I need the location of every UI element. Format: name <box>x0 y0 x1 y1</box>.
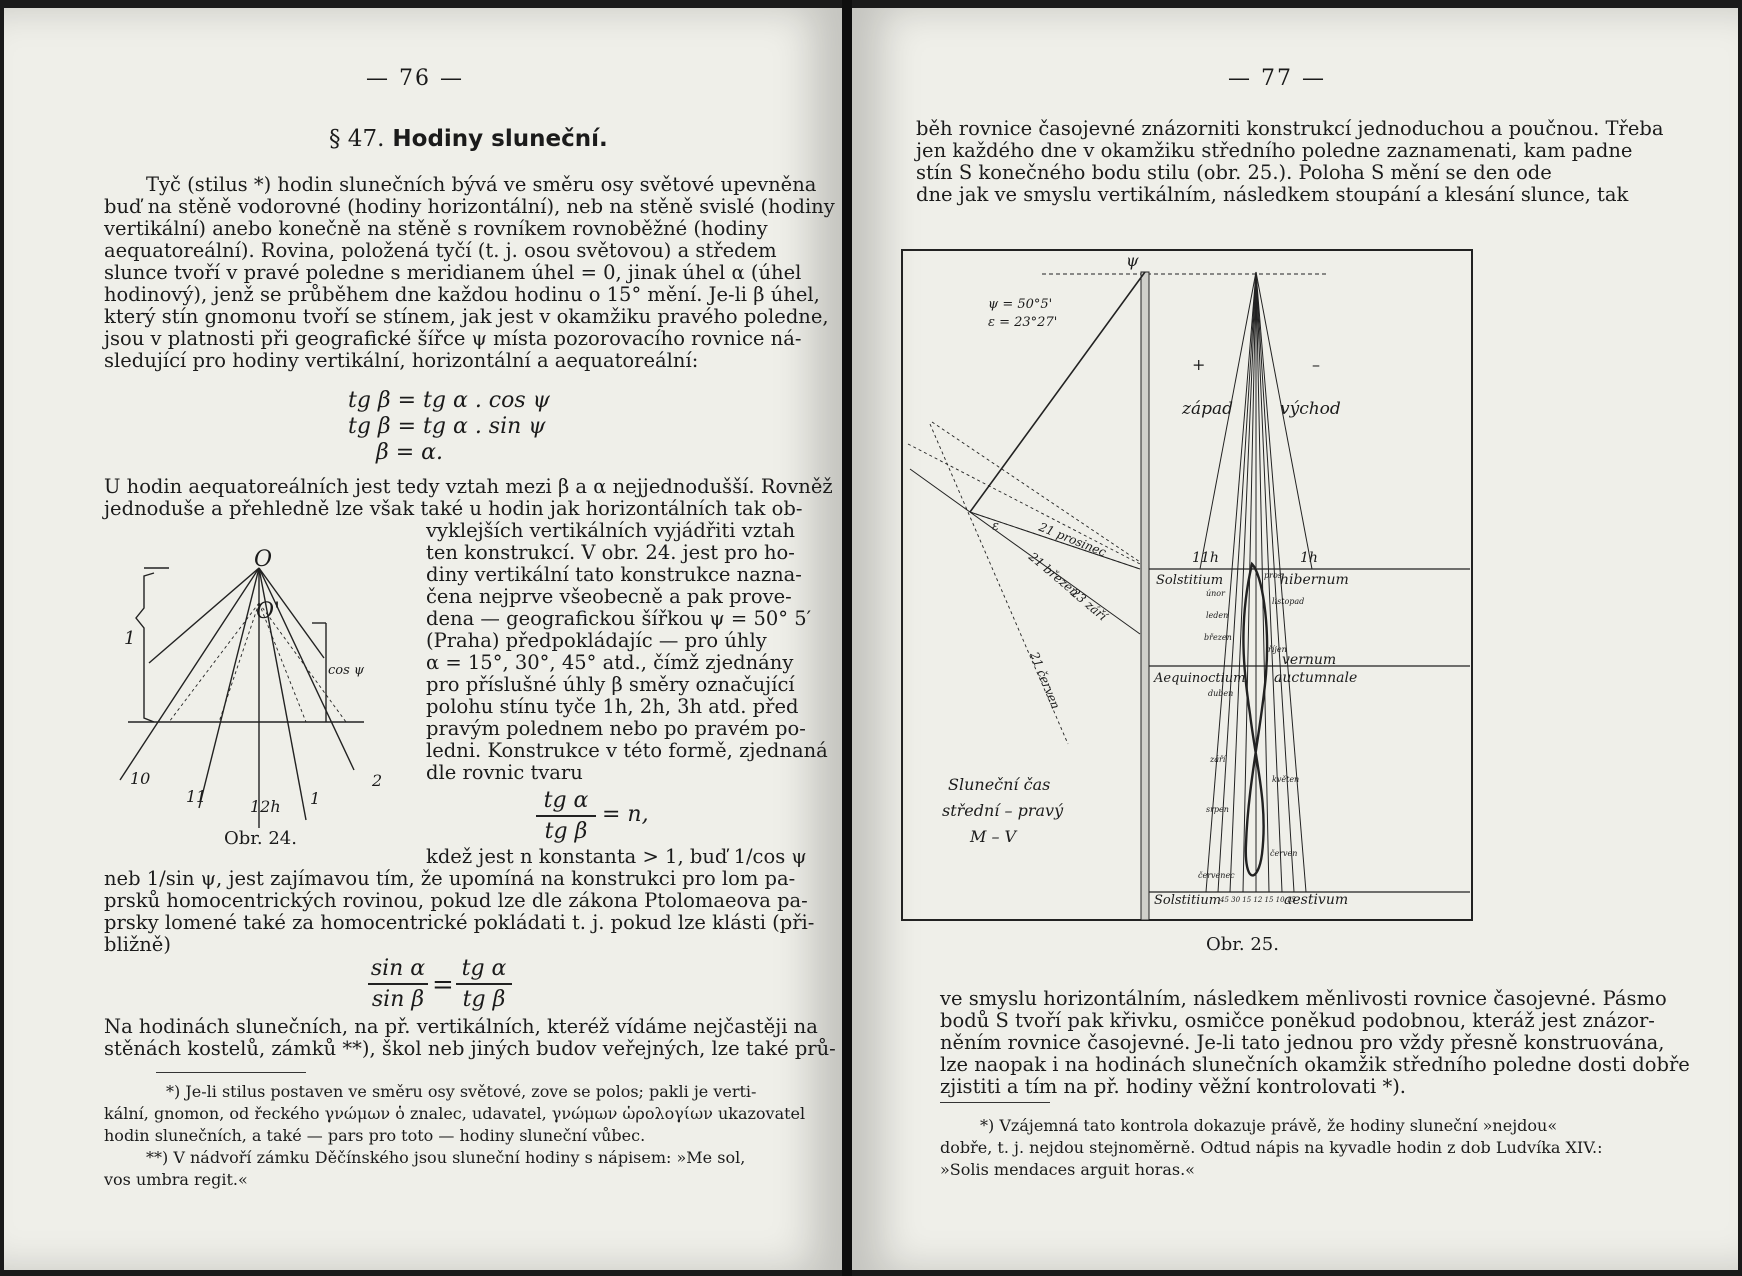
footnote-line: dobře, t. j. nejdou stejnoměrně. Odtud nápis na kyvadle hodin z dob Ludvíka XIV.: <box>940 1138 1603 1157</box>
text-line: dne jak ve smyslu vertikálním, následkem stoupání a klesání slunce, tak <box>916 183 1629 206</box>
sin-numerator: sin α <box>370 956 426 981</box>
fig25-brezen: 21 březen <box>1026 549 1082 600</box>
fig24-label-one: 1 <box>124 628 136 649</box>
fig25-solstitium-winter: Solstitium <box>1156 573 1224 588</box>
text-line: prsky lomené také za homocentrické pokládati t. j. pokud lze klásti (při- <box>104 911 815 934</box>
fig25-stredni-pravy: střední – pravý <box>942 801 1064 820</box>
text-line: něním rovnice časojevné. Je-li tato jednou pro vždy přesně konstruována, <box>940 1031 1665 1054</box>
fig24-label-11: 11 <box>186 787 207 806</box>
text-line: vyklejších vertikálních vyjádřiti vztah <box>426 519 796 542</box>
fig25-cerven: 21 červen <box>1027 649 1063 712</box>
fig25-vychod: východ <box>1280 399 1341 419</box>
text-line: ten konstrukcí. V obr. 24. jest pro ho- <box>426 541 795 564</box>
fig25-aequinoctium: Aequinoctium <box>1154 671 1246 686</box>
text-line: lze naopak i na hodinách slunečních okamžik středního poledne dosti dobře <box>940 1053 1690 1076</box>
fig25-zari: 23 září <box>1068 585 1110 624</box>
text-line: α = 15°, 30°, 45° atd., čímž zjednány <box>426 651 794 674</box>
fig25-psi-value: ψ = 50°5' <box>988 297 1053 312</box>
text-line: sledující pro hodiny vertikální, horizontální a aequatoreální: <box>104 349 699 372</box>
fig25-unor: únor <box>1206 589 1225 598</box>
fig24-label-10: 10 <box>130 769 151 788</box>
text-line: pro příslušné úhly β směry označující <box>426 673 795 696</box>
footnote-line: vos umbra regit.« <box>104 1170 248 1189</box>
footnote-rule <box>940 1102 1050 1103</box>
text-line: buď na stěně vodorovné (hodiny horizontální), neb na stěně svislé (hodiny <box>104 195 835 218</box>
page-number: — 76 — <box>366 66 464 91</box>
fig25-1h: 1h <box>1300 550 1318 566</box>
sin-fraction <box>368 956 428 1012</box>
figure-25-caption: Obr. 25. <box>1206 934 1279 955</box>
footnote-line: hodin slunečních, a také — pars pro toto — hodiny sluneční vůbec. <box>104 1126 646 1145</box>
text-line: aequatoreální). Rovina, položená tyčí (t. j. osou světovou) a středem <box>104 239 777 262</box>
fig25-plus: + <box>1192 355 1206 374</box>
fig25-prosinec: 21 prosinec <box>1036 519 1109 560</box>
text-line: který stín gnomonu tvoří se stínem, jak jest v okamžiku pravého poledne, <box>104 305 829 328</box>
fig25-vernum: vernum <box>1282 652 1337 668</box>
fig25-cerven-month: červen <box>1270 849 1298 858</box>
fig25-leden: leden <box>1206 611 1229 620</box>
fig25-brezen-month: březen <box>1204 633 1232 642</box>
fig25-auctumnale: auctumnale <box>1274 670 1358 686</box>
fig24-label-2: 2 <box>372 771 383 790</box>
fig25-11h: 11h <box>1192 550 1219 566</box>
equals-sign: = <box>432 970 454 1000</box>
text-line: kdež jest n konstanta > 1, buď 1/cos ψ <box>426 845 807 868</box>
fig25-minus: – <box>1312 355 1320 374</box>
ratio-denominator: tg β <box>544 819 588 844</box>
text-line: běh rovnice časojevné znázorniti konstrukcí jednoduchou a poučnou. Třeba <box>916 117 1664 140</box>
fig24-label-12h: 12h <box>250 797 281 816</box>
fig25-slunecni-cas: Sluneční čas <box>948 775 1051 794</box>
text-line: diny vertikální tato konstrukce nazna- <box>426 563 802 586</box>
footnote-rule <box>156 1072 306 1073</box>
text-line: stín S konečného bodu stilu (obr. 25.). Poloha S mění se den ode <box>916 161 1552 184</box>
tg-denominator: tg β <box>462 987 506 1012</box>
fig25-zari-month: září <box>1210 755 1226 764</box>
fig25-eps-value: ε = 23°27' <box>988 315 1058 330</box>
text-line: jen každého dne v okamžiku středního poledne zaznamenati, kam padne <box>916 139 1633 162</box>
text-line: dle rovnic tvaru <box>426 761 583 784</box>
fig25-ticks: 45 30 15 12 15 10 15 <box>1220 896 1296 904</box>
section-title: Hodiny sluneční. <box>392 126 608 152</box>
text-line: (Praha) předpokládajíc — pro úhly <box>426 629 767 652</box>
fig25-kveten: květen <box>1272 775 1300 784</box>
fig25-zapad: západ <box>1182 399 1233 419</box>
text-line: čena nejprve všeobecně a pak prove- <box>426 585 792 608</box>
formula-horizontal: tg β = tg α . sin ψ <box>348 414 546 439</box>
sin-denominator: sin β <box>371 987 425 1012</box>
fig24-label-o: O <box>254 547 273 572</box>
fig25-m-v: M – V <box>970 827 1017 846</box>
text-line: jsou v platnosti při geografické šířce ψ místa pozorovacího rovnice ná- <box>104 327 802 350</box>
footnote-line: kální, gnomon, od řeckého γνώμων ὁ znalec, udavatel, γνώμων ὡρολογίων ukazovatel <box>104 1104 806 1123</box>
text-line: dena — geografickou šířkou ψ = 50° 5′ <box>426 607 812 630</box>
text-line: jednoduše a přehledně lze však také u hodin jak horizontálních tak ob- <box>104 497 803 520</box>
text-line: Tyč (stilus *) hodin slunečních bývá ve směru osy světové upevněna <box>146 173 817 196</box>
footnote-line: *) Vzájemná tato kontrola dokazuje právě, že hodiny sluneční »nejdou« <box>980 1116 1558 1135</box>
text-line: hodinový), jenž se průběhem dne každou hodinu o 15° mění. Je-li β úhel, <box>104 283 820 306</box>
right-page <box>852 8 1738 1270</box>
fig24-label-o-prime: O' <box>256 599 281 624</box>
text-line: pravým polednem nebo po pravém po- <box>426 717 806 740</box>
text-line: vertikální) anebo konečně na stěně s rovníkem rovnoběžné (hodiny <box>104 217 768 240</box>
book-gutter <box>842 0 852 1276</box>
tg-numerator: tg α <box>461 956 507 981</box>
figure-24 <box>114 538 404 838</box>
footnote-line: **) V nádvoří zámku Děčínského jsou sluneční hodiny s nápisem: »Me sol, <box>146 1148 746 1167</box>
left-page <box>4 8 842 1270</box>
fig24-label-cos: cos ψ <box>328 663 365 678</box>
ratio-rhs: = n, <box>602 802 649 827</box>
text-line: bodů S tvoří pak křivku, osmičce poněkud podobnou, kteráž jest znázor- <box>940 1009 1655 1032</box>
text-line: stěnách kostelů, zámků **), škol neb jiných budov veřejných, lze také prů- <box>104 1037 836 1060</box>
text-line: polohu stínu tyče 1h, 2h, 3h atd. před <box>426 695 799 718</box>
text-line: ve smyslu horizontálním, následkem měnlivosti rovnice časojevné. Pásmo <box>940 987 1667 1010</box>
figure-24-caption: Obr. 24. <box>224 828 297 849</box>
text-line: neb 1/sin ψ, jest zajímavou tím, že upomíná na konstrukci pro lom pa- <box>104 867 796 890</box>
formula-vertical: tg β = tg α . cos ψ <box>348 388 550 413</box>
fig25-psi: ψ <box>1126 251 1139 270</box>
text-line: prsků homocentrických rovinou, pokud lze dle zákona Ptolomaeova pa- <box>104 889 808 912</box>
formula-equatorial: β = α. <box>376 440 443 465</box>
ratio-numerator: tg α <box>543 788 589 813</box>
figure-25 <box>900 244 1475 924</box>
tg-fraction <box>456 956 512 1012</box>
section-heading <box>329 126 608 152</box>
fig25-eps: ε <box>992 519 999 534</box>
text-line: zjistiti a tím na př. hodiny věžní kontrolovati *). <box>940 1075 1407 1098</box>
fig25-srpen: srpen <box>1206 805 1229 814</box>
text-line: Na hodinách slunečních, na př. vertikálních, kteréž vídáme nejčastěji na <box>104 1015 818 1038</box>
footnote-line: *) Je-li stilus postaven ve směru osy světové, zove se polos; pakli je verti- <box>166 1082 757 1101</box>
page-number: — 77 — <box>1228 66 1326 91</box>
fig25-cervenec: červenec <box>1198 871 1235 880</box>
fig24-label-1: 1 <box>310 789 321 808</box>
text-line: bližně) <box>104 933 171 956</box>
fig25-hibernum: hibernum <box>1280 572 1349 588</box>
fig25-solstitium-summer: Solstitium <box>1154 893 1222 908</box>
fig25-rijen: říjen <box>1268 645 1287 654</box>
fig25-duben: duben <box>1208 689 1234 698</box>
footnote-line: »Solis mendaces arguit horas.« <box>940 1160 1195 1179</box>
ratio-fraction <box>536 788 596 844</box>
fig25-pros: pros <box>1264 571 1282 580</box>
section-number: § 47. <box>329 126 385 152</box>
fig25-aestivum: aestivum <box>1284 892 1349 908</box>
fig25-listopad: listopad <box>1272 597 1305 606</box>
text-line: ledni. Konstrukce v této formě, zjednaná <box>426 739 828 762</box>
text-line: U hodin aequatoreálních jest tedy vztah mezi β a α nejjednodušší. Rovněž <box>104 475 833 498</box>
text-line: slunce tvoří v pravé poledne s meridianem úhel = 0, jinak úhel α (úhel <box>104 261 802 284</box>
